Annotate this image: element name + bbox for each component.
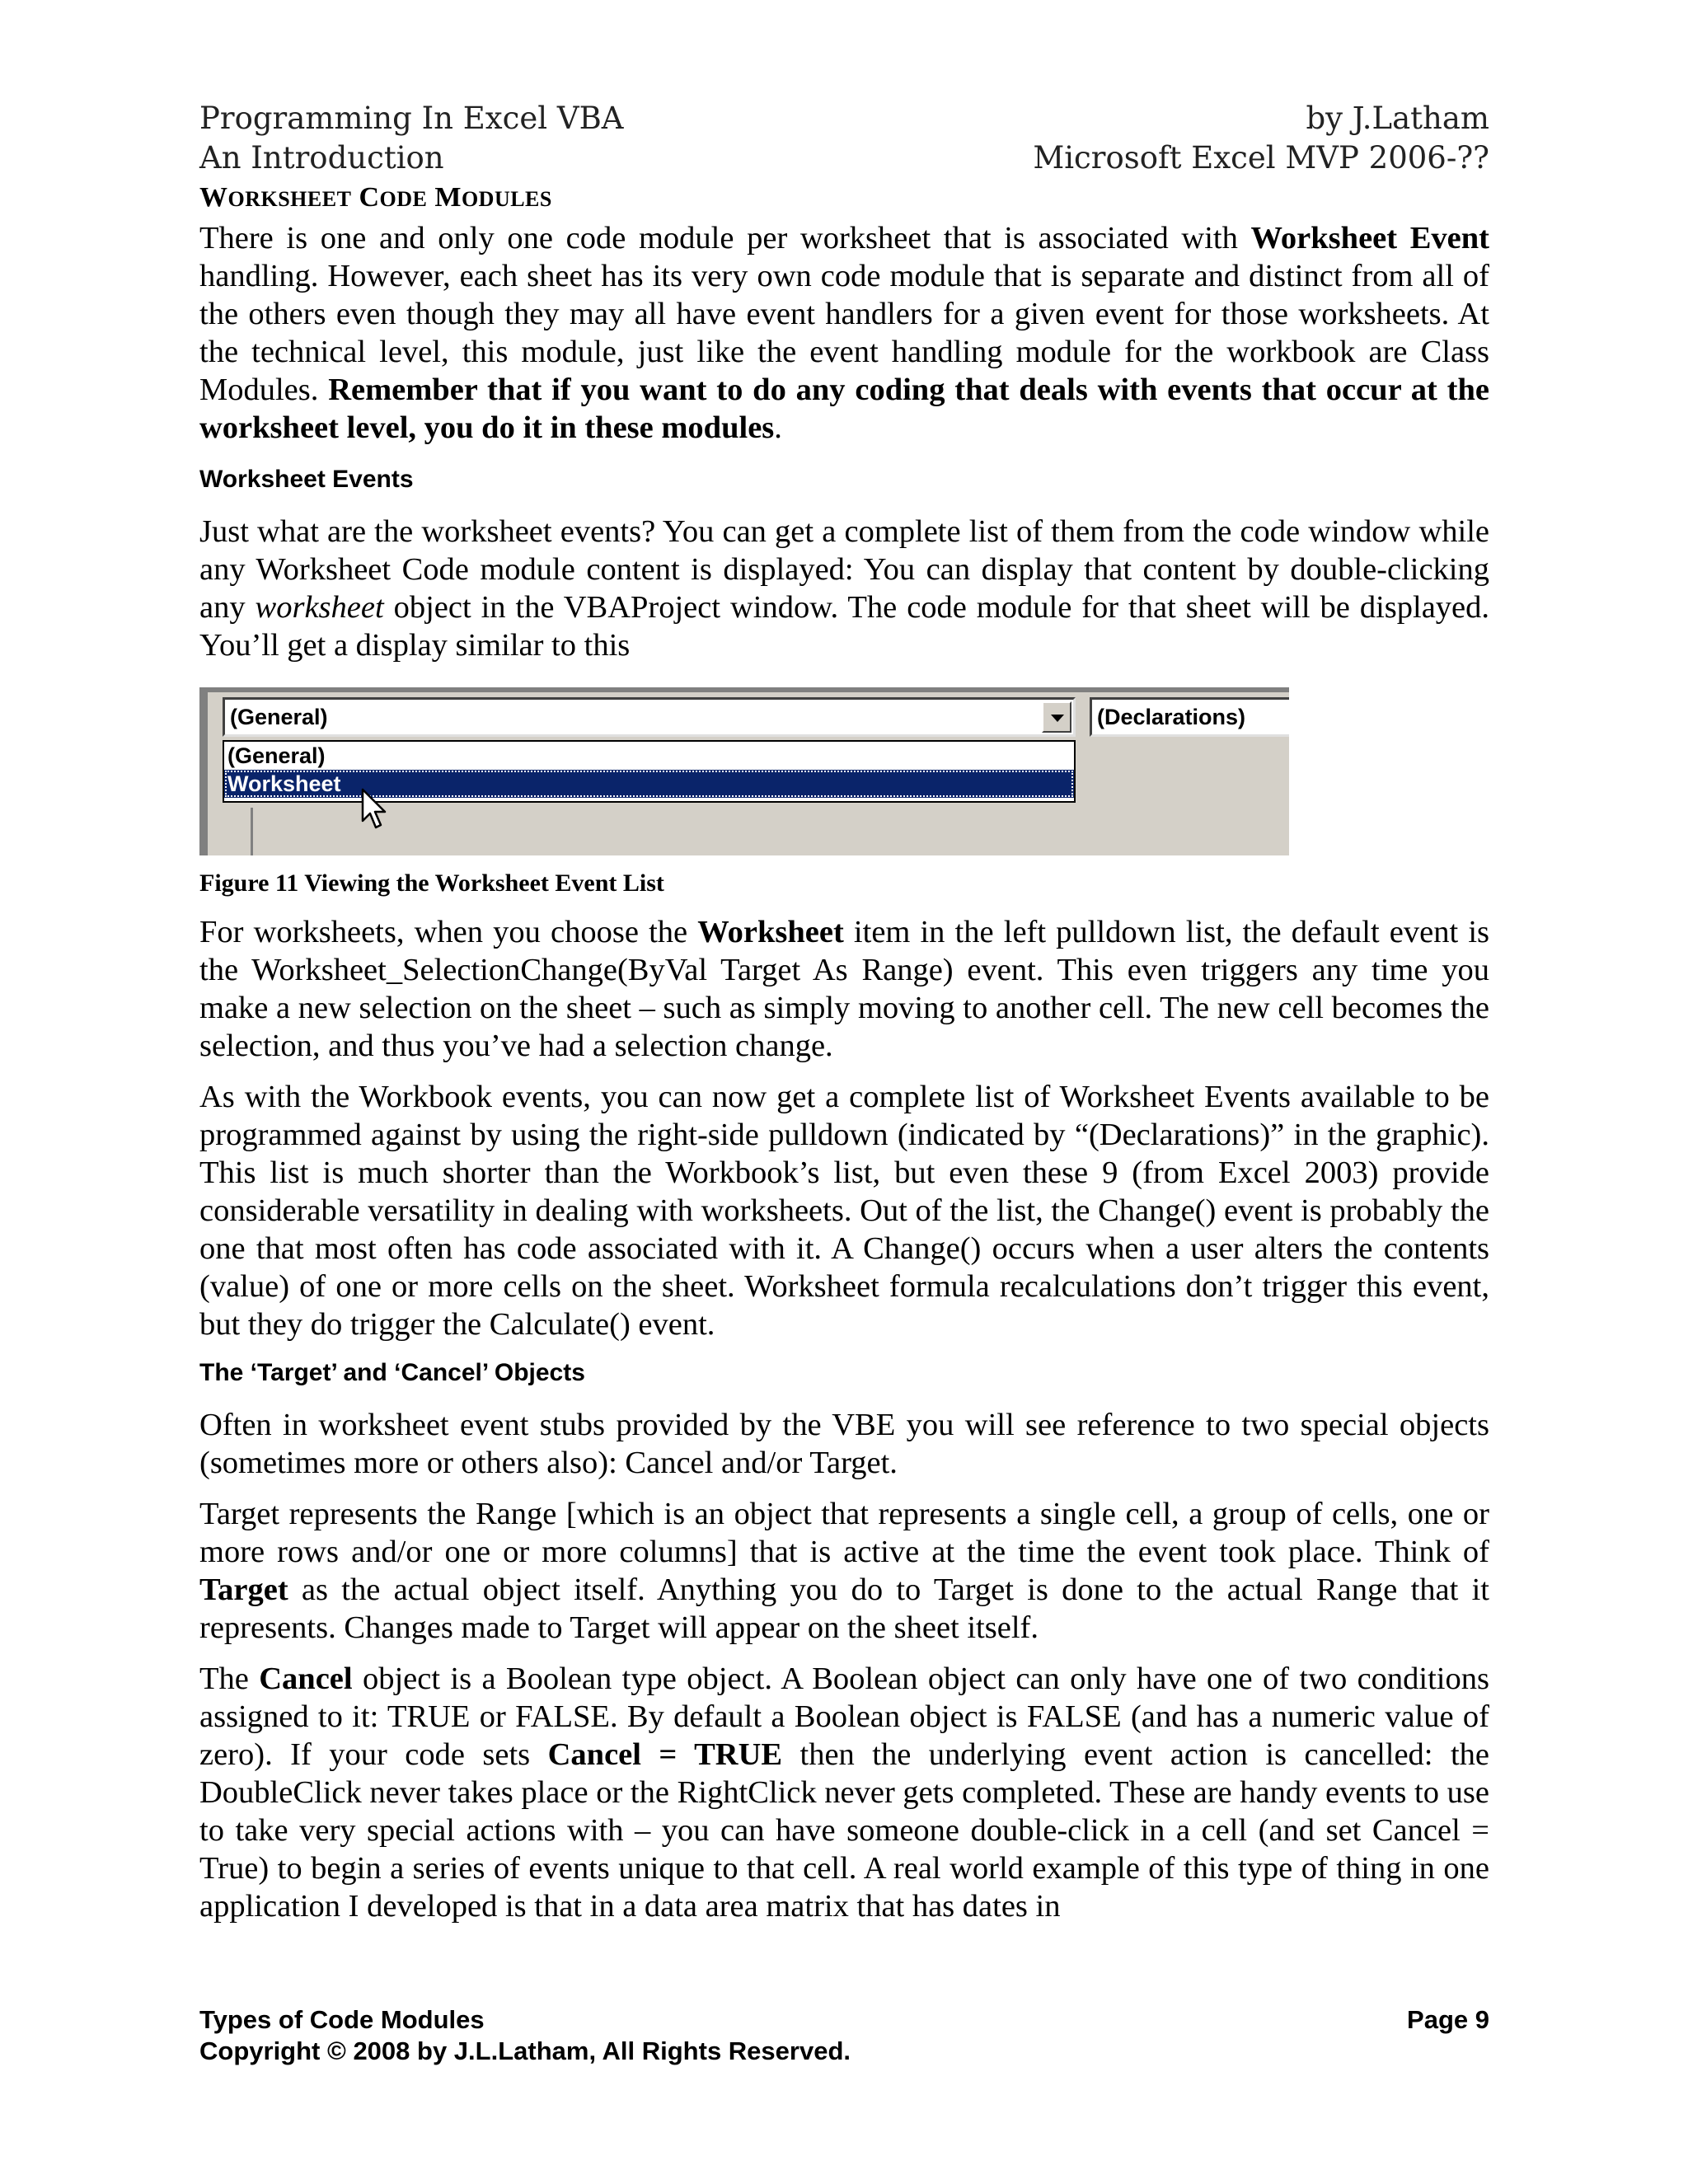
figure-vbe-dropdown — [199, 687, 1289, 855]
paragraph-target: Target represents the Range [which is an object that represents a single cell, a group of cells, one or more rows and/or one or more columns] that is active at the time the event took place. Think of Target as the actual object itself. Anything you do to Target is done to the actual Range that it represents. Changes made to Target will appear on the sheet itself. — [199, 1497, 1489, 1645]
paragraph-special-objects: Often in worksheet event stubs provided by the VBE you will see reference to two special objects (sometimes more or others also): Cancel and/or Target. — [199, 1408, 1489, 1480]
object-dropdown-list[interactable] — [223, 740, 1076, 803]
running-header-line1 — [199, 99, 1489, 138]
code-window-gutter — [208, 808, 253, 855]
object-combo[interactable]: (General) — [223, 697, 1076, 737]
page-number: Page 9 — [1407, 2005, 1489, 2034]
paragraph-intro: There is one and only one code module per worksheet that is associated with Worksheet Event handling. However, each sheet has its very own code module that is separate and distinct from all of the others even though they may all have event handlers for a given event for those worksheets. At the technical level, this module, just like the event handling module for the workbook are Class Modules. Remember that if you want to do any coding that deals with events that occur at the worksheet level, you do it in these modules. — [199, 221, 1489, 445]
list-item[interactable]: (General) — [227, 743, 326, 768]
arrow-cursor-icon — [361, 788, 389, 834]
paragraph-cancel: The Cancel object is a Boolean type object. A Boolean object can only have one of two conditions assigned to it: TRUE or FALSE. By default a Boolean object is FALSE (and has a numeric value of zero). If your code sets Cancel = TRUE then the underlying event action is cancelled: the DoubleClick never takes place or the RightClick never gets completed. These are handy events to use to take very special actions with – you can have someone double-click in a cell (and set Cancel = True) to begin a series of events unique to that cell. A real world example of this type of thing in one application I developed is that in a data area matrix that has dates in — [199, 1661, 1489, 1924]
paragraph-event-list: As with the Workbook events, you can now get a complete list of Worksheet Events available to be programmed against by using the right-side pulldown (indicated by “(Declarations)” in the graphic). This list is much shorter than the Workbook’s list, but even these 9 (from Excel 2003) provide considerable versatility in dealing with worksheets. Out of the list, the Change() event is probably the one that most often has code associated with it. A Change() occurs when a user alters the contents (value) of one or more cells on the sheet. Worksheet formula recalculations don’t trigger this event, but they do trigger the Calculate() event. — [199, 1080, 1489, 1342]
paragraph-default-event: For worksheets, when you choose the Worksheet item in the left pulldown list, the default event is the Worksheet_SelectionChange(ByVal Target As Range) event. This even triggers any time you make a new selection on the sheet – such as simply moving to another cell. The new cell becomes the selection, and thus you’ve had a selection change. — [199, 915, 1489, 1063]
header-subtitle: An Introduction — [199, 140, 444, 176]
chevron-down-icon[interactable] — [1042, 701, 1071, 733]
section-title: WORKSHEET CODE MODULES — [199, 182, 552, 213]
page-footer — [199, 2004, 1489, 2067]
running-header-line2 — [199, 138, 1489, 178]
copyright-notice: Copyright © 2008 by J.L.Latham, All Rights Reserved. — [199, 2036, 851, 2065]
procedure-combo[interactable]: (Declarations) — [1090, 697, 1289, 737]
subheading-worksheet-events: Worksheet Events — [199, 466, 414, 493]
header-credential: Microsoft Excel MVP 2006-?? — [1033, 140, 1489, 176]
footer-section-name: Types of Code Modules — [199, 2005, 485, 2034]
subheading-target-cancel: The ‘Target’ and ‘Cancel’ Objects — [199, 1359, 585, 1386]
list-item-selected[interactable]: Worksheet — [224, 770, 1074, 798]
figure-caption: Figure 11 Viewing the Worksheet Event List — [199, 869, 664, 897]
header-title: Programming In Excel VBA — [199, 101, 624, 136]
paragraph-worksheet-events: Just what are the worksheet events? You can get a complete list of them from the code window while any Worksheet Code module content is displayed: You can display that content by double-clicking any worksheet object in the VBAProject window. The code module for that sheet will be displayed. You’ll get a display similar to this — [199, 514, 1490, 663]
header-author: by J.Latham — [1306, 101, 1489, 136]
page-content — [199, 99, 1489, 1938]
